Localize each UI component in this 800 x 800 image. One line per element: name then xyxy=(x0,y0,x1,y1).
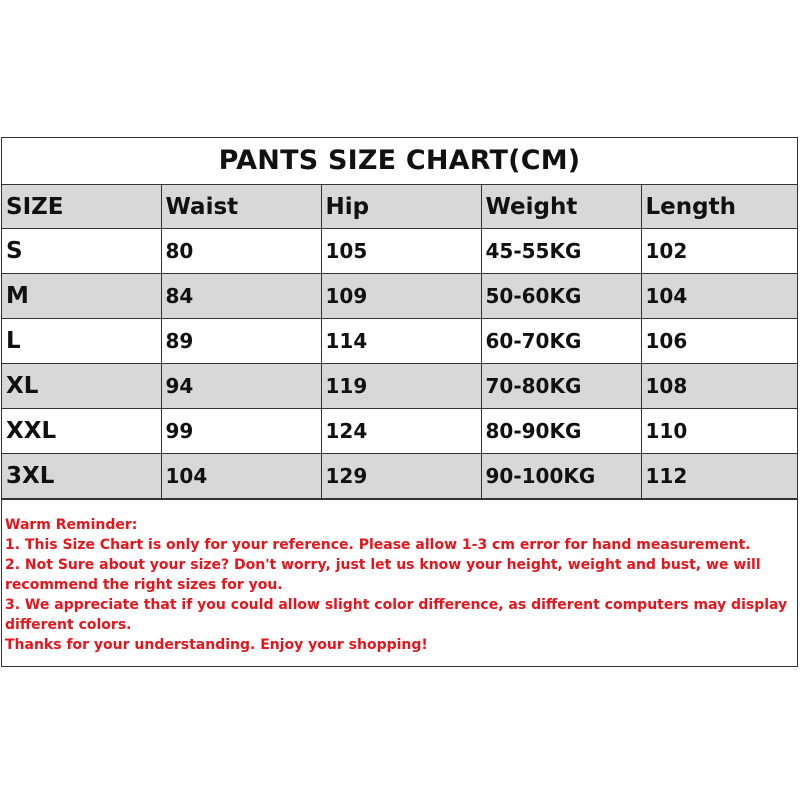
reminder-heading: Warm Reminder: xyxy=(5,517,138,533)
table-header-row xyxy=(2,185,797,229)
header-weight: Weight xyxy=(481,185,641,229)
cell-length: 102 xyxy=(641,229,797,274)
reminder-line-3-cont: different colors. xyxy=(5,617,132,633)
cell-waist: 94 xyxy=(161,364,321,409)
reminder-line-1: 1. This Size Chart is only for your reference. Please allow 1-3 cm error for hand measurement. xyxy=(5,537,751,553)
cell-length: 110 xyxy=(641,409,797,454)
cell-size: XXL xyxy=(2,409,161,454)
cell-size: L xyxy=(2,319,161,364)
cell-length: 112 xyxy=(641,454,797,499)
chart-title: PANTS SIZE CHART(CM) xyxy=(2,138,797,185)
header-waist: Waist xyxy=(161,185,321,229)
cell-weight: 60-70KG xyxy=(481,319,641,364)
cell-hip: 114 xyxy=(321,319,481,364)
cell-size: M xyxy=(2,274,161,319)
table-row xyxy=(2,409,797,454)
reminder-closing: Thanks for your understanding. Enjoy your shopping! xyxy=(5,637,428,653)
reminder-line-3: 3. We appreciate that if you could allow slight color difference, as different computers may display xyxy=(5,597,788,613)
cell-hip: 119 xyxy=(321,364,481,409)
reminder-line-2: 2. Not Sure about your size? Don't worry, just let us know your height, weight and bust, we will xyxy=(5,557,761,573)
cell-hip: 109 xyxy=(321,274,481,319)
header-size: SIZE xyxy=(2,185,161,229)
cell-size: XL xyxy=(2,364,161,409)
reminder-line-2-cont: recommend the right sizes for you. xyxy=(5,577,283,593)
cell-hip: 129 xyxy=(321,454,481,499)
cell-size: 3XL xyxy=(2,454,161,499)
header-length: Length xyxy=(641,185,797,229)
cell-waist: 89 xyxy=(161,319,321,364)
header-hip: Hip xyxy=(321,185,481,229)
cell-waist: 104 xyxy=(161,454,321,499)
cell-weight: 70-80KG xyxy=(481,364,641,409)
table-row xyxy=(2,454,797,499)
cell-length: 106 xyxy=(641,319,797,364)
cell-weight: 45-55KG xyxy=(481,229,641,274)
cell-hip: 124 xyxy=(321,409,481,454)
cell-waist: 99 xyxy=(161,409,321,454)
table-row xyxy=(2,364,797,409)
table-row xyxy=(2,319,797,364)
cell-length: 104 xyxy=(641,274,797,319)
cell-weight: 90-100KG xyxy=(481,454,641,499)
size-chart xyxy=(1,137,798,667)
cell-weight: 80-90KG xyxy=(481,409,641,454)
cell-waist: 80 xyxy=(161,229,321,274)
cell-hip: 105 xyxy=(321,229,481,274)
cell-size: S xyxy=(2,229,161,274)
table-row xyxy=(2,274,797,319)
warm-reminder xyxy=(2,499,797,666)
cell-waist: 84 xyxy=(161,274,321,319)
table-row xyxy=(2,229,797,274)
size-table xyxy=(2,185,797,499)
cell-weight: 50-60KG xyxy=(481,274,641,319)
cell-length: 108 xyxy=(641,364,797,409)
